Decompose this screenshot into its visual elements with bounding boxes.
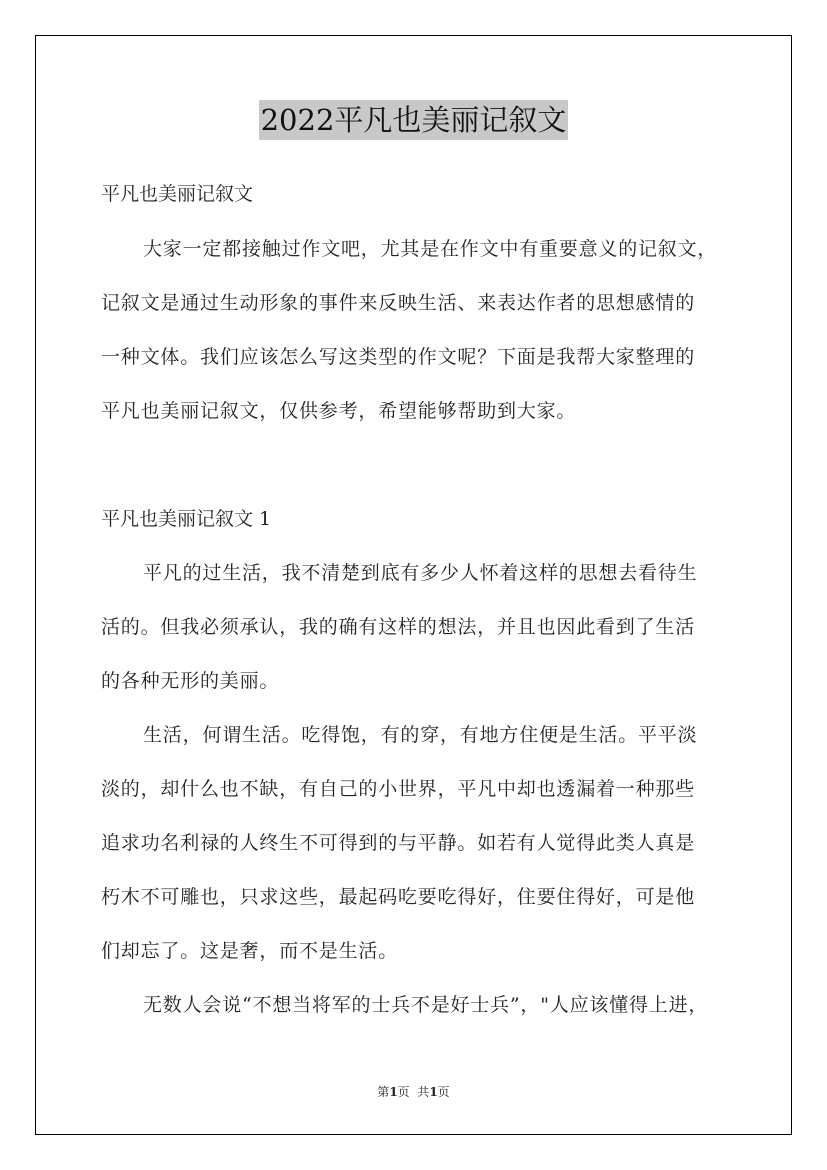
paragraph-line: 追求功名利禄的人终生不可得到的与平静。如若有人觉得此类人真是 [101, 832, 696, 854]
document-title: 2022平凡也美丽记叙文 [259, 100, 569, 140]
paragraph-line: 活的。但我必须承认，我的确有这样的想法，并且也因此看到了生活 [101, 616, 696, 638]
paragraph-3 [101, 993, 741, 1047]
paragraph-line: 大家一定都接触过作文吧，尤其是在作文中有重要意义的记叙文， [143, 238, 718, 260]
paragraph-1 [101, 561, 741, 723]
paragraph-2 [101, 723, 741, 993]
paragraph-line: 记叙文是通过生动形象的事件来反映生活、来表达作者的思想感情的 [101, 292, 696, 314]
paragraph-line: 的各种无形的美丽。 [101, 670, 280, 692]
paragraph-line: 一种文体。我们应该怎么写这类型的作文呢？下面是我帮大家整理的 [101, 346, 696, 368]
footer-total-pages: 1 [429, 1085, 438, 1099]
title-container [0, 100, 827, 140]
paragraph-line: 生活，何谓生活。吃得饱，有的穿，有地方住便是生活。平平淡 [143, 724, 698, 746]
section-heading: 平凡也美丽记叙文 1 [101, 508, 272, 530]
footer-prefix: 第 [377, 1085, 390, 1099]
footer-suffix: 页 [437, 1085, 450, 1099]
subtitle-heading: 平凡也美丽记叙文 [101, 183, 254, 205]
paragraph-line: 平凡的过生活，我不清楚到底有多少人怀着这样的思想去看待生 [143, 562, 698, 584]
paragraph-line: 们却忘了。这是奢，而不是生活。 [101, 940, 399, 962]
paragraph-line: 淡的，却什么也不缺，有自己的小世界，平凡中却也透漏着一种那些 [101, 778, 696, 800]
page-footer [0, 1083, 827, 1100]
intro-paragraph [101, 237, 741, 453]
paragraph-line: 平凡也美丽记叙文，仅供参考，希望能够帮助到大家。 [101, 400, 577, 422]
footer-page-number: 1 [389, 1085, 398, 1099]
footer-mid: 页 共 [397, 1085, 430, 1099]
paragraph-line: 朽木不可雕也，只求这些，最起码吃要吃得好，住要住得好，可是他 [101, 886, 696, 908]
paragraph-line: 无数人会说“不想当将军的士兵不是好士兵”，"人应该懂得上进， [143, 994, 709, 1016]
